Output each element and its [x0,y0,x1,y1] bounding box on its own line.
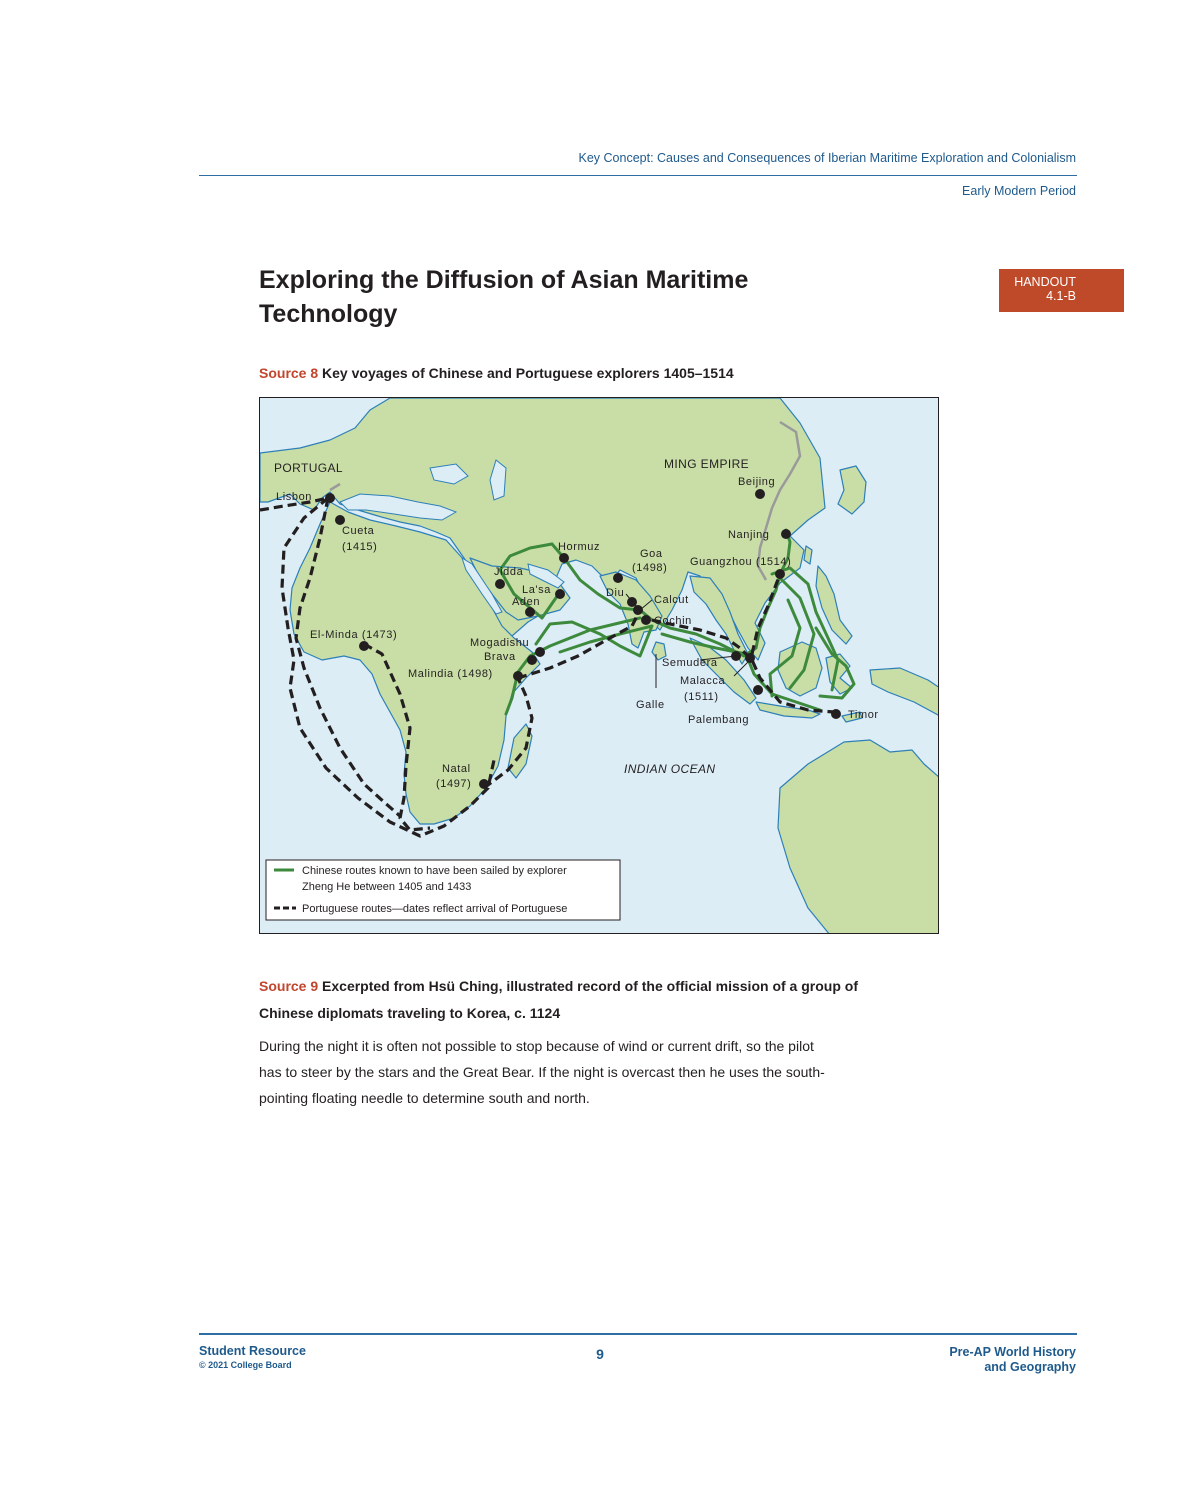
source9-text-2: Chinese diplomats traveling to Korea, c. 1124 [259,1005,561,1021]
natal-marker [479,779,489,789]
title-line-2: Technology [259,300,398,328]
malacca-label: Malacca [680,675,726,687]
elminda-label: El-Minda (1473) [310,629,398,641]
footer-course-line-1: Pre-AP World History [949,1345,1076,1359]
legend-portuguese-text: Portuguese routes—dates reflect arrival of Portuguese [302,903,568,915]
page-number: 9 [596,1346,604,1362]
excerpt-line-2: has to steer by the stars and the Great Bear. If the night is overcast then he uses the south- [259,1064,825,1080]
malindia-marker [513,671,523,681]
key-concept-header: Key Concept: Causes and Consequences of Iberian Maritime Exploration and Colonialism [578,151,1076,165]
excerpt-line-3: pointing floating needle to determine south and north. [259,1090,590,1106]
cochin-label: Cochin [654,615,692,627]
jidda-label: Jidda [494,566,524,578]
page-title [259,263,879,331]
excerpt-line-1: During the night it is often not possible to stop because of wind or current drift, so the pilot [259,1038,814,1054]
source8-caption [259,365,734,381]
guangzhou-marker [775,569,785,579]
diu-marker [613,573,623,583]
palembang-marker [753,685,763,695]
nanjing-marker [781,529,791,539]
brava-label: Brava [484,651,516,663]
lasa-label: La'sa [522,584,551,596]
goa-date-label: (1498) [632,562,668,574]
mogadishu-marker [535,647,545,657]
legend-chinese-line1: Chinese routes known to have been sailed by explorer [302,865,567,877]
palembang-label: Palembang [688,714,750,726]
routes-map [259,397,939,934]
portugal-label: PORTUGAL [274,461,343,475]
beijing-label: Beijing [738,476,776,488]
natal-date-label: (1497) [436,778,472,790]
footer-rule [199,1333,1077,1335]
mogadishu-label: Mogadishu [470,637,530,649]
diu-label: Diu [606,587,625,599]
brava-marker [527,655,537,665]
timor-marker [831,709,841,719]
malacca-date-label: (1511) [684,691,719,703]
header-rule [199,175,1077,176]
malindia-label: Malindia (1498) [408,668,493,680]
footer-course-line-2: and Geography [984,1360,1076,1374]
source9-text-1: Excerpted from Hsü Ching, illustrated record of the official mission of a group of [322,978,858,994]
map-legend [266,860,620,920]
title-line-1: Exploring the Diffusion of Asian Maritime [259,266,749,294]
handout-number: 4.1-B [1046,289,1076,303]
cueta-date-label: (1415) [342,541,378,553]
source8-text: Key voyages of Chinese and Portuguese explorers 1405–1514 [322,365,734,381]
ming-empire-label: MING EMPIRE [664,457,750,471]
handout-label: HANDOUT [1014,275,1076,289]
lisbon-marker [325,493,335,503]
jidda-marker [495,579,505,589]
handout-badge [999,269,1124,312]
source9-line-1 [259,973,949,1000]
calcut-marker [633,605,643,615]
footer-student-resource: Student Resource [199,1344,306,1358]
nanjing-label: Nanjing [728,529,770,541]
source9-label: Source 9 [259,978,319,994]
cochin-marker [641,615,651,625]
beijing-marker [755,489,765,499]
lasa-marker [555,589,565,599]
goa-label: Goa [640,548,663,560]
cueta-label: Cueta [342,525,375,537]
map-svg [260,398,939,934]
natal-label: Natal [442,763,471,775]
calcut-label: Calcut [654,594,689,606]
hormuz-label: Hormuz [558,541,601,553]
hormuz-marker [559,553,569,563]
malacca-marker [745,653,755,663]
taiwan-land [804,546,812,564]
guangzhou-label: Guangzhou (1514) [690,556,792,568]
aden-marker [525,607,535,617]
footer-course-name [0,1345,1076,1375]
source9-caption [259,973,949,1027]
source9-excerpt [259,1033,919,1111]
footer-copyright: © 2021 College Board [199,1360,292,1370]
legend-chinese-line2: Zheng He between 1405 and 1433 [302,881,472,893]
timor-label: Timor [848,709,879,721]
cueta-marker [335,515,345,525]
elminda-marker [359,641,369,651]
period-label: Early Modern Period [962,184,1076,198]
indian-ocean-label: INDIAN OCEAN [624,762,716,776]
lisbon-label: Lisbon [276,491,313,503]
semudera-label: Semudera [662,657,718,669]
galle-label: Galle [636,699,665,711]
source8-label: Source 8 [259,365,319,381]
aden-label: Aden [512,596,541,608]
